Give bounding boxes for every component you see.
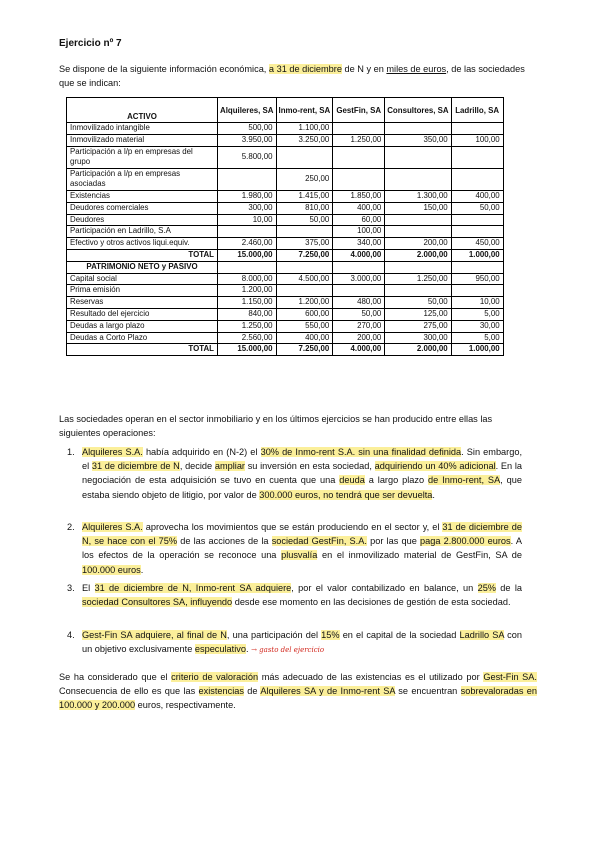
value-cell [451, 168, 503, 190]
highlight: adquiriendo un 40% adicional [374, 461, 496, 472]
row-label: Deudas a Corto Plazo [67, 332, 218, 344]
total-value: 2.000,00 [385, 249, 451, 261]
item-number: 4. [67, 630, 75, 640]
table-row [67, 214, 504, 226]
total-value: 4.000,00 [333, 249, 385, 261]
value-cell: 400,00 [276, 332, 333, 344]
value-cell: 340,00 [333, 238, 385, 250]
text-run: en el capital de la sociedad [339, 630, 460, 640]
operation-item-2 [67, 520, 522, 577]
value-cell: 1.300,00 [385, 190, 451, 202]
highlight: 31 de diciembre de N, se hace con el 75% [82, 522, 522, 547]
value-cell [218, 168, 277, 190]
highlight: especulativo [194, 644, 246, 655]
value-cell [385, 285, 451, 297]
empty-cell [451, 261, 503, 273]
operation-item-1 [67, 445, 523, 502]
value-cell [385, 226, 451, 238]
value-cell: 1.100,00 [276, 123, 333, 135]
text-run: . [432, 489, 435, 500]
item-number: 1. [67, 447, 75, 457]
intro-text: de N y en [341, 64, 387, 74]
highlight: a 31 de diciembre [268, 64, 342, 74]
highlight: 31 de diciembre de N [91, 461, 180, 472]
text-run: de [243, 686, 261, 697]
total-value: 15.000,00 [218, 249, 277, 261]
highlight: Alquileres SA y de Inmo-rent SA [260, 686, 395, 697]
text-run: había adquirido en (N-2) el [142, 447, 261, 457]
highlight: 15% [321, 630, 340, 640]
text-run: . [245, 644, 249, 655]
total-value: 4.000,00 [333, 344, 385, 356]
value-cell: 1.200,00 [276, 297, 333, 309]
total-value: 1.000,00 [451, 344, 503, 356]
table-row [67, 134, 504, 146]
highlight: Gest-Fin SA. [483, 672, 537, 682]
value-cell: 1.250,00 [385, 273, 451, 285]
text-run: euros, respectivamente. [135, 700, 236, 711]
valuation-paragraph [59, 670, 537, 713]
row-label: Reservas [67, 297, 218, 309]
item-number: 2. [67, 522, 75, 532]
table-row [67, 273, 504, 285]
value-cell [451, 214, 503, 226]
value-cell: 400,00 [451, 190, 503, 202]
highlight: 30% de Inmo-rent S.A. sin una finalidad definida [260, 447, 462, 457]
row-label: Participación en Ladrillo, S.A [67, 226, 218, 238]
row-label: Deudores comerciales [67, 202, 218, 214]
value-cell [333, 123, 385, 135]
value-cell: 1.980,00 [218, 190, 277, 202]
value-cell: 1.415,00 [276, 190, 333, 202]
intro-paragraph [59, 62, 529, 90]
value-cell [451, 226, 503, 238]
handwritten-note: → gasto del ejercicio [251, 646, 325, 655]
empty-cell [276, 261, 333, 273]
highlight: de Inmo-rent, SA [428, 475, 501, 486]
highlight: 100.000 euros [82, 564, 141, 575]
section-header: PATRIMONIO NETO y PASIVO [67, 261, 218, 273]
value-cell: 10,00 [451, 297, 503, 309]
text-run: más adecuado de las existencias es el utilizado por [258, 672, 484, 682]
value-cell: 5,00 [451, 332, 503, 344]
row-label: Efectivo y otros activos liqui.equiv. [67, 238, 218, 250]
value-cell [385, 214, 451, 226]
table-row [67, 226, 504, 238]
value-cell: 30,00 [451, 320, 503, 332]
value-cell: 2.560,00 [218, 332, 277, 344]
value-cell: 1.250,00 [218, 320, 277, 332]
total-value: 7.250,00 [276, 249, 333, 261]
row-label: Prima emisión [67, 285, 218, 297]
table-row [67, 332, 504, 344]
value-cell: 3.950,00 [218, 134, 277, 146]
value-cell: 275,00 [385, 320, 451, 332]
row-label: Existencias [67, 190, 218, 202]
row-label: Deudores [67, 214, 218, 226]
text-run: se encuentran [394, 686, 461, 697]
text-run: . Sin embargo, el [82, 447, 522, 472]
highlight: Alquileres S.A. [82, 447, 143, 457]
row-label: Capital social [67, 273, 218, 285]
intro-text: , de las sociedades que se indican: [59, 64, 525, 88]
value-cell [385, 168, 451, 190]
value-cell [385, 146, 451, 168]
balance-table [66, 97, 504, 356]
row-label: Deudas a largo plazo [67, 320, 218, 332]
highlight: deuda [339, 475, 365, 486]
total-value: 15.000,00 [218, 344, 277, 356]
value-cell: 1.200,00 [218, 285, 277, 297]
value-cell [218, 226, 277, 238]
text-run: desde ese momento en las decisiones de gestión de esta sociedad. [232, 597, 511, 608]
item-number: 3. [67, 583, 75, 593]
value-cell: 500,00 [218, 123, 277, 135]
table-row [67, 320, 504, 332]
total-value: 2.000,00 [385, 344, 451, 356]
highlight: criterio de valoración [171, 672, 259, 682]
value-cell: 8.000,00 [218, 273, 277, 285]
text-run: , una participación del [226, 630, 322, 640]
value-cell: 60,00 [333, 214, 385, 226]
text-run: de la [495, 583, 522, 593]
highlight: sobrevaloradas en 100.000 y 200.000 [59, 686, 537, 711]
operation-item-3 [67, 581, 522, 609]
value-cell [451, 146, 503, 168]
value-cell: 1.850,00 [333, 190, 385, 202]
value-cell: 375,00 [276, 238, 333, 250]
value-cell: 250,00 [276, 168, 333, 190]
highlight: Gest-Fin SA adquiere, al final de N [82, 630, 227, 640]
exercise-title: Ejercicio nº 7 [59, 38, 122, 49]
total-row [67, 249, 504, 261]
text-run: su inversión en esta sociedad, [244, 461, 375, 472]
highlight: existencias [198, 686, 244, 697]
value-cell: 840,00 [218, 308, 277, 320]
value-cell [333, 168, 385, 190]
text-run: , que estaba siendo objeto de litigio, por valor de [82, 475, 523, 500]
total-label: TOTAL [67, 344, 218, 356]
highlight: 300.000 euros, no tendrá que ser devuelta [259, 489, 433, 500]
value-cell: 1.150,00 [218, 297, 277, 309]
value-cell: 4.500,00 [276, 273, 333, 285]
value-cell: 100,00 [333, 226, 385, 238]
header-cell: Inmo-rent, SA [276, 98, 333, 123]
text-run: Se ha considerado que el [59, 672, 172, 682]
value-cell: 480,00 [333, 297, 385, 309]
table-header-row [67, 98, 504, 123]
value-cell: 950,00 [451, 273, 503, 285]
text-run: El [82, 583, 95, 593]
value-cell: 10,00 [218, 214, 277, 226]
value-cell: 350,00 [385, 134, 451, 146]
header-cell: GestFin, SA [333, 98, 385, 123]
value-cell [333, 285, 385, 297]
operations-intro: Las sociedades operan en el sector inmobiliario y en los últimos ejercicios se han producido entre ellas las siguientes operaciones: [59, 414, 493, 439]
value-cell [451, 285, 503, 297]
underlined-text: miles de euros [386, 64, 447, 74]
header-cell: Consultores, SA [385, 98, 451, 123]
value-cell: 200,00 [333, 332, 385, 344]
highlight: ampliar [214, 461, 245, 472]
value-cell: 3.250,00 [276, 134, 333, 146]
row-label: Resultado del ejercicio [67, 308, 218, 320]
value-cell: 270,00 [333, 320, 385, 332]
intro-text: Se dispone de la siguiente información económica, [59, 64, 269, 74]
header-cell: Alquileres, SA [218, 98, 277, 123]
value-cell: 200,00 [385, 238, 451, 250]
section-header-row [67, 261, 504, 273]
value-cell: 2.460,00 [218, 238, 277, 250]
text-run: de las acciones de la [177, 536, 272, 547]
text-run: . [140, 564, 144, 575]
table-row [67, 308, 504, 320]
text-run: a largo plazo [364, 475, 429, 486]
text-run: con un objetivo exclusivamente [82, 630, 522, 655]
value-cell: 50,00 [276, 214, 333, 226]
table-row [67, 285, 504, 297]
highlight: paga 2.800.000 euros [419, 536, 511, 547]
highlight: Alquileres S.A. [82, 522, 143, 532]
highlight: Ladrillo SA [459, 630, 505, 640]
text-run: aprovecha los movimientos que se están produciendo en el sector y, el [142, 522, 443, 532]
value-cell: 50,00 [385, 297, 451, 309]
value-cell [276, 285, 333, 297]
total-value: 1.000,00 [451, 249, 503, 261]
text-run: por las que [366, 536, 420, 547]
highlight: sociedad GestFin, S.A. [271, 536, 367, 547]
value-cell: 450,00 [451, 238, 503, 250]
text-run: Consecuencia de ello es que las [59, 686, 199, 697]
text-run: . A los efectos de la operación se reconoce una [82, 536, 522, 561]
value-cell: 50,00 [451, 202, 503, 214]
value-cell: 50,00 [333, 308, 385, 320]
value-cell: 300,00 [385, 332, 451, 344]
value-cell [276, 226, 333, 238]
text-run: . En la negociación de esta adquisición se tuvo en cuenta que una [82, 461, 522, 486]
row-label: Participación a l/p en empresas asociadas [67, 168, 218, 190]
value-cell: 150,00 [385, 202, 451, 214]
table-row [67, 202, 504, 214]
highlight: 31 de diciembre de N, Inmo-rent SA adquiere [94, 583, 292, 593]
empty-cell [385, 261, 451, 273]
table-row [67, 190, 504, 202]
table-row [67, 297, 504, 309]
value-cell: 5.800,00 [218, 146, 277, 168]
table-row [67, 123, 504, 135]
empty-cell [218, 261, 277, 273]
row-label: Inmovilizado intangible [67, 123, 218, 135]
value-cell [385, 123, 451, 135]
value-cell [276, 146, 333, 168]
header-cell: ACTIVO [67, 98, 218, 123]
total-row [67, 344, 504, 356]
header-cell: Ladrillo, SA [451, 98, 503, 123]
table-row [67, 238, 504, 250]
row-label: Inmovilizado material [67, 134, 218, 146]
highlight: plusvalía [281, 550, 318, 561]
value-cell: 5,00 [451, 308, 503, 320]
text-run: , por el valor contabilizado en balance, un [291, 583, 478, 593]
empty-cell [333, 261, 385, 273]
value-cell: 550,00 [276, 320, 333, 332]
value-cell: 3.000,00 [333, 273, 385, 285]
value-cell: 300,00 [218, 202, 277, 214]
total-value: 7.250,00 [276, 344, 333, 356]
value-cell: 400,00 [333, 202, 385, 214]
row-label: Participación a l/p en empresas del grupo [67, 146, 218, 168]
value-cell: 810,00 [276, 202, 333, 214]
text-run: , decide [179, 461, 215, 472]
value-cell: 600,00 [276, 308, 333, 320]
table-row [67, 146, 504, 168]
value-cell: 100,00 [451, 134, 503, 146]
highlight: 25% [477, 583, 496, 593]
table-row [67, 168, 504, 190]
highlight: sociedad Consultores SA, influyendo [82, 597, 233, 608]
operation-item-4 [67, 628, 522, 657]
text-run: en el inmovilizado material de GestFin, SA de [317, 550, 522, 561]
value-cell: 125,00 [385, 308, 451, 320]
value-cell: 1.250,00 [333, 134, 385, 146]
value-cell [451, 123, 503, 135]
total-label: TOTAL [67, 249, 218, 261]
value-cell [333, 146, 385, 168]
